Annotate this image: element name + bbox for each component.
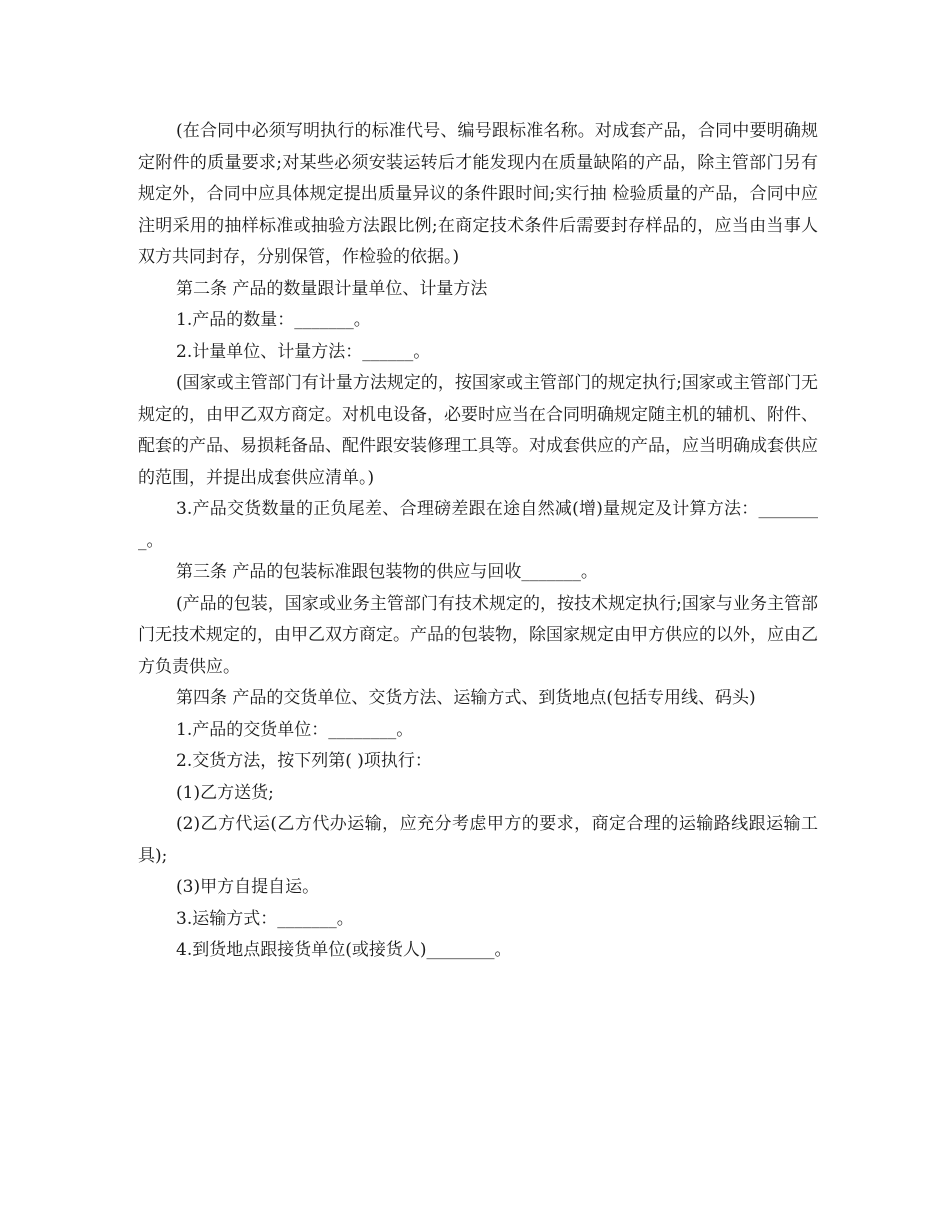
paragraph-article-2-heading: 第二条 产品的数量跟计量单位、计量方法 xyxy=(176,278,488,299)
paragraph-measurement-note: (国家或主管部门有计量方法规定的，按国家或主管部门的规定执行;国家或主管部门无规定的，由甲乙双方商定。对机电设备，必要时应当在合同明确规定随主机的辅机、附件、配套的产品、易损耗备品、配件跟安装修理工具等。对成套供应的产品，应当明确成套供应的范围，并提出成套供应清单。) xyxy=(138,373,818,488)
paragraph-packaging-note: (产品的包装，国家或业务主管部门有技术规定的，按技术规定执行;国家与业务主管部门无技术规定的，由甲乙双方商定。产品的包装物，除国家规定由甲方供应的以外，应由乙方负责供应。 xyxy=(138,593,818,677)
paragraph-option-3: (3)甲方自提自运。 xyxy=(176,877,320,897)
paragraph-option-2: (2)乙方代运(乙方代办运输，应充分考虑甲方的要求，商定合理的运输路线跟运输工具); xyxy=(138,814,818,866)
paragraph-quantity: 1.产品的数量：_______。 xyxy=(176,310,371,330)
paragraph-tolerance: 3.产品交货数量的正负尾差、合理磅差跟在途自然减(增)量规定及计算方法：________。 xyxy=(138,499,818,551)
document-body xyxy=(138,116,818,967)
paragraph-article-4-heading: 第四条 产品的交货单位、交货方法、运输方式、到货地点(包括专用线、码头) xyxy=(176,688,756,708)
paragraph-arrival-location: 4.到货地点跟接货单位(或接货人)________。 xyxy=(176,940,512,960)
paragraph-delivery-unit: 1.产品的交货单位：________。 xyxy=(176,719,414,740)
paragraph-transport-mode: 3.运输方式：_______。 xyxy=(176,908,354,929)
paragraph-measurement-unit: 2.计量单位、计量方法：______。 xyxy=(176,341,431,362)
paragraph-delivery-method: 2.交货方法，按下列第( )项执行： xyxy=(176,751,432,771)
paragraph-quality-note: (在合同中必须写明执行的标准代号、编号跟标准名称。对成套产品，合同中要明确规定附件的质量要求;对某些必须安装运转后才能发现内在质量缺陷的产品，除主管部门另有规定外，合同中应具体规定提出质量异议的条件跟时间;实行抽 检验质量的产品，合同中应注明采用的抽样标准或抽验方法跟比例;在商定技术条件后需要封存样品的，应当由当事人双方共同封存，分别保管，作检验的依据。) xyxy=(138,121,818,267)
paragraph-option-1: (1)乙方送货; xyxy=(176,782,274,803)
paragraph-article-3-heading: 第三条 产品的包装标准跟包装物的供应与回收_______。 xyxy=(176,562,598,582)
